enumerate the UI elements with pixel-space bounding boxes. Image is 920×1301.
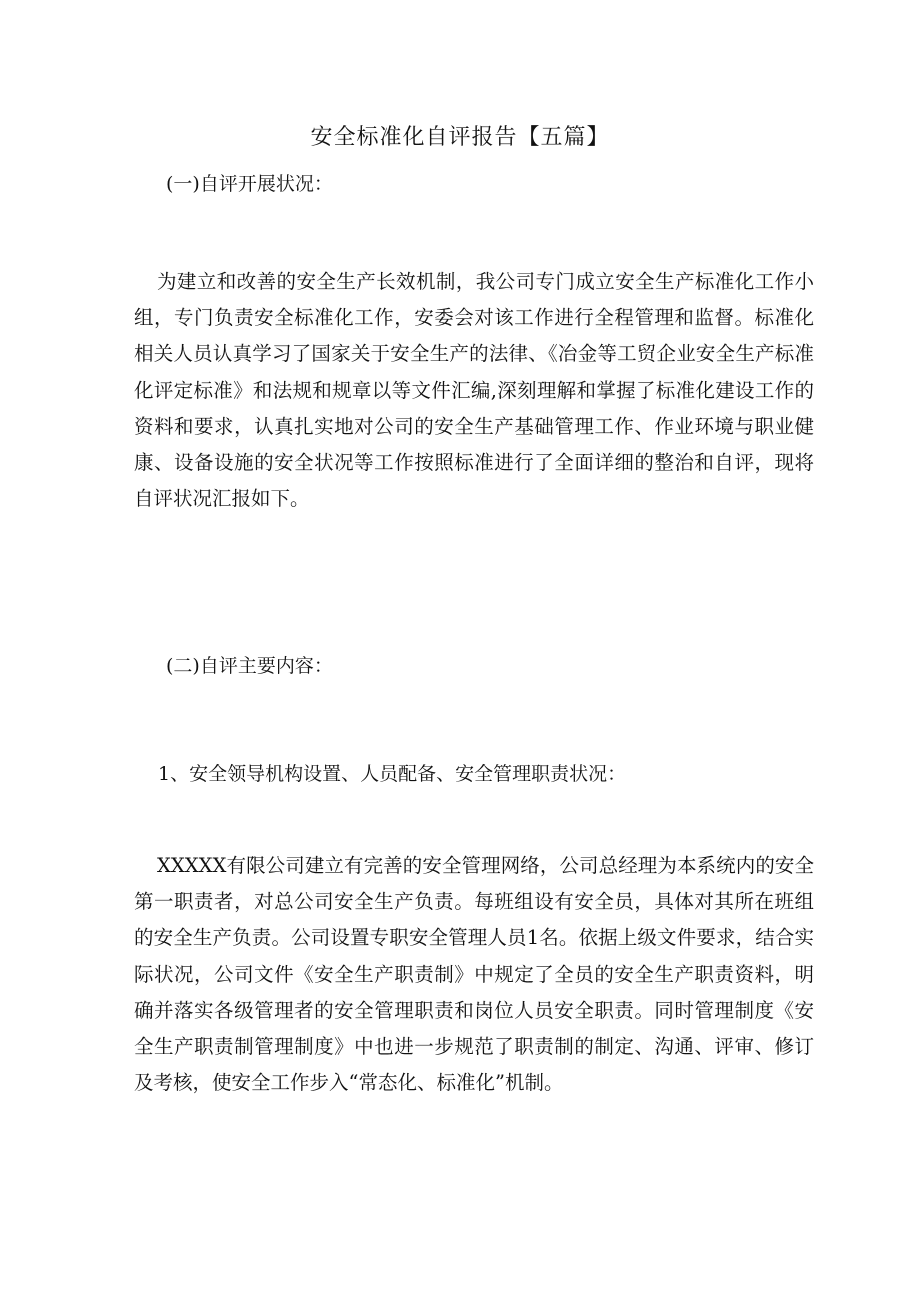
section-heading-1: (一)自评开展状况： <box>166 173 333 195</box>
intro-paragraph: 为建立和改善的安全生产长效机制，我公司专门成立安全生产标准化工作小组，专门负责安全标准化工作，安委会对该工作进行全程管理和监督。标准化相关人员认真学习了国家关于安全生产的法律、《冶金等工贸企业安全生产标准化评定标准》和法规和规章以等文件汇编,深刻理解和掌握了标准化建设工作的资料和要求，认真扎实地对公司的安全生产基础管理工作、作业环境与职业健康、设备设施的安全状况等工作按照标准进行了全面详细的整治和自评，现将自评状况汇报如下。 <box>134 270 814 511</box>
document-title: 安全标准化自评报告【五篇】 <box>310 125 610 150</box>
section-heading-2: (二)自评主要内容： <box>166 655 333 677</box>
body-paragraph: XXXXX有限公司建立有完善的安全管理网络，公司总经理为本系统内的安全第一职责者，对总公司安全生产负责。每班组设有安全员，具体对其所在班组的安全生产负责。公司设置专职安全管理人员1名。依据上级文件要求，结合实际状况，公司文件《安全生产职责制》中规定了全员的安全生产职责资料，明确并落实各级管理者的安全管理职责和岗位人员安全职责。同时管理制度《安全生产职责制管理制度》中也进一步规范了职责制的制定、沟通、评审、修订及考核，使安全工作步入“常态化、标准化”机制。 <box>134 854 814 1095</box>
subsection-heading-1: 1、安全领导机构设置、人员配备、安全管理职责状况： <box>158 763 627 785</box>
